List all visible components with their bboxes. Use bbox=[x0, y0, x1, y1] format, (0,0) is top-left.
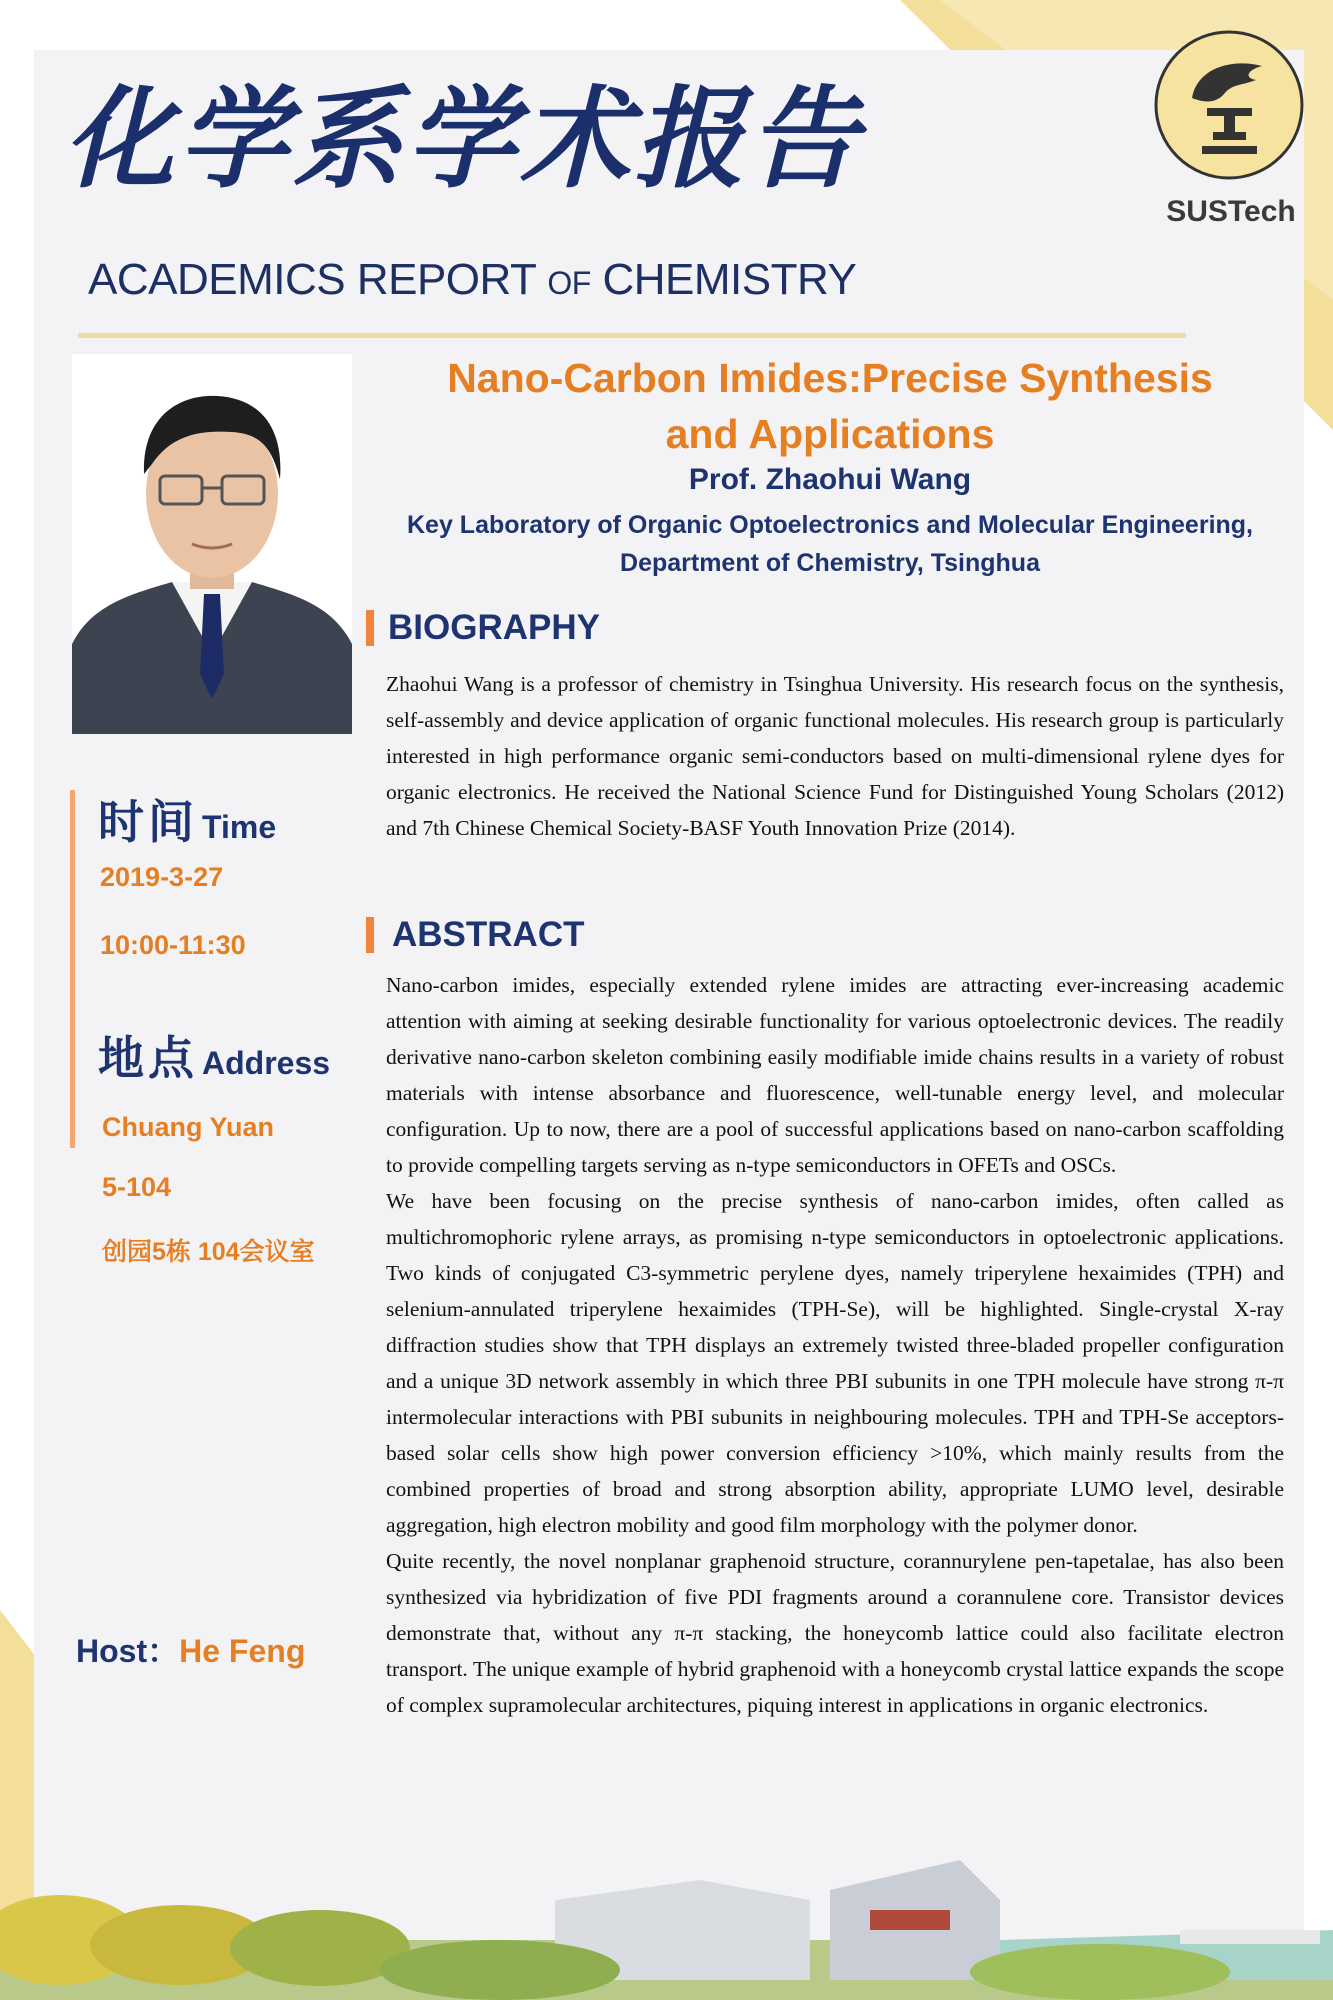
talk-title-line2: and Applications bbox=[665, 411, 995, 457]
talk-date: 2019-3-27 bbox=[100, 862, 224, 892]
abstract-paragraph-3: Quite recently, the novel nonplanar graphenoid structure, corannurylene pen-tapetalae, has also been synthesized via hybridization of five PDI fragments around a corannulene core. Transistor devices demonstrate that, without any π-π stacking, the honeycomb lattice could also facilitate electron transport. The unique example of hybrid graphenoid with a honeycomb crystal lattice expands the scope of complex supramolecular architectures, piquing interest in applications in organic electronics. bbox=[386, 1549, 1284, 1717]
biography-paragraph: Zhaohui Wang is a professor of chemistry in Tsinghua University. His research focus on the synthesis, self-assembly and device application of organic functional molecules. His research group is particularly interested in high performance organic semi-conductors based on multi-dimensional rylene dyes for organic electronics. He received the National Science Fund for Distinguished Young Scholars (2012) and 7th Chinese Chemical Society-BASF Youth Innovation Prize (2014). bbox=[386, 672, 1284, 840]
abstract-heading-label: ABSTRACT bbox=[392, 915, 585, 954]
english-title-of: OF bbox=[547, 265, 591, 301]
talk-title bbox=[375, 350, 1285, 462]
speaker-name: Prof. Zhaohui Wang bbox=[688, 463, 972, 496]
affiliation-line1: Key Laboratory of Organic Optoelectronics and Molecular Engineering, bbox=[407, 511, 1253, 539]
talk-time: 10:00-11:30 bbox=[100, 930, 246, 960]
abstract-text bbox=[386, 967, 1284, 1723]
abstract-paragraph-2: We have been focusing on the precise synthesis of nano-carbon imides, often called as multichromophoric rylene arrays, as promising n-type semiconductors in optoelectronic applications. Two kinds of conjugated C3-symmetric perylene dyes, namely triperylene hexaimides (TPH) and selenium-annulated triperylene hexaimides (TPH-Se), will be highlighted. Single-crystal X-ray diffraction studies show that TPH displays an extremely twisted three-bladed propeller configuration and a unique 3D network assembly in which three PBI subunits in one TPH molecule have strong π-π intermolecular interactions with PBI subunits in neighbouring molecules. TPH and TPH-Se acceptors-based solar cells show high power conversion efficiency >10%, which mainly results from the combined properties of broad and strong absorption ability, appropriate LUMO level, desirable aggregation, high electron mobility and good film morphology with the polymer donor. bbox=[386, 1189, 1284, 1537]
sustech-logo bbox=[1152, 28, 1307, 183]
address-label-cn: 地点 bbox=[98, 1032, 198, 1084]
campus-footer-illustration bbox=[0, 1860, 1333, 2000]
address-heading bbox=[98, 1022, 330, 1088]
speaker-portrait bbox=[72, 354, 352, 734]
address-line-3: 创园5栋 104会议室 bbox=[102, 1238, 315, 1266]
host-label: Host： bbox=[76, 1633, 180, 1669]
logo-wordmark: SUSTech bbox=[1166, 195, 1296, 228]
biography-heading-label: BIOGRAPHY bbox=[388, 608, 600, 647]
english-title bbox=[88, 255, 856, 305]
time-heading bbox=[98, 786, 276, 852]
info-side-bar bbox=[70, 790, 75, 1148]
english-title-part2: CHEMISTRY bbox=[590, 255, 857, 304]
chinese-title: 化学系学术报告 bbox=[64, 74, 862, 203]
time-label-en: Time bbox=[202, 809, 277, 845]
talk-title-line1: Nano-Carbon Imides:Precise Synthesis bbox=[447, 355, 1213, 401]
host-name: He Feng bbox=[179, 1633, 306, 1669]
english-title-part1: ACADEMICS REPORT bbox=[88, 255, 548, 304]
address-label-en: Address bbox=[202, 1045, 331, 1081]
biography-text bbox=[386, 666, 1284, 846]
title-divider bbox=[78, 333, 1186, 338]
time-label-cn: 时间 bbox=[98, 796, 198, 848]
abstract-paragraph-1: Nano-carbon imides, especially extended rylene imides are attracting ever-increasing academic attention with aiming at seeking desirable functionality for various optoelectronic devices. The readily derivative nano-carbon skeleton combining easily modifiable imide chains results in a variety of robust materials with intense absorbance and fluorescence, well-tunable energy level, and molecular configuration. Up to now, there are a pool of successful applications based on nano-carbon scaffolding to provide compelling targets serving as n-type semiconductors in OFETs and OSCs. bbox=[386, 973, 1284, 1177]
affiliation-line2: Department of Chemistry, Tsinghua bbox=[620, 549, 1040, 577]
host-info bbox=[76, 1626, 305, 1672]
address-line-2: 5-104 bbox=[102, 1172, 172, 1202]
biography-heading-bar bbox=[366, 610, 374, 646]
abstract-heading-bar bbox=[366, 917, 374, 953]
speaker-affiliation bbox=[375, 506, 1285, 582]
address-line-1: Chuang Yuan bbox=[102, 1112, 275, 1142]
